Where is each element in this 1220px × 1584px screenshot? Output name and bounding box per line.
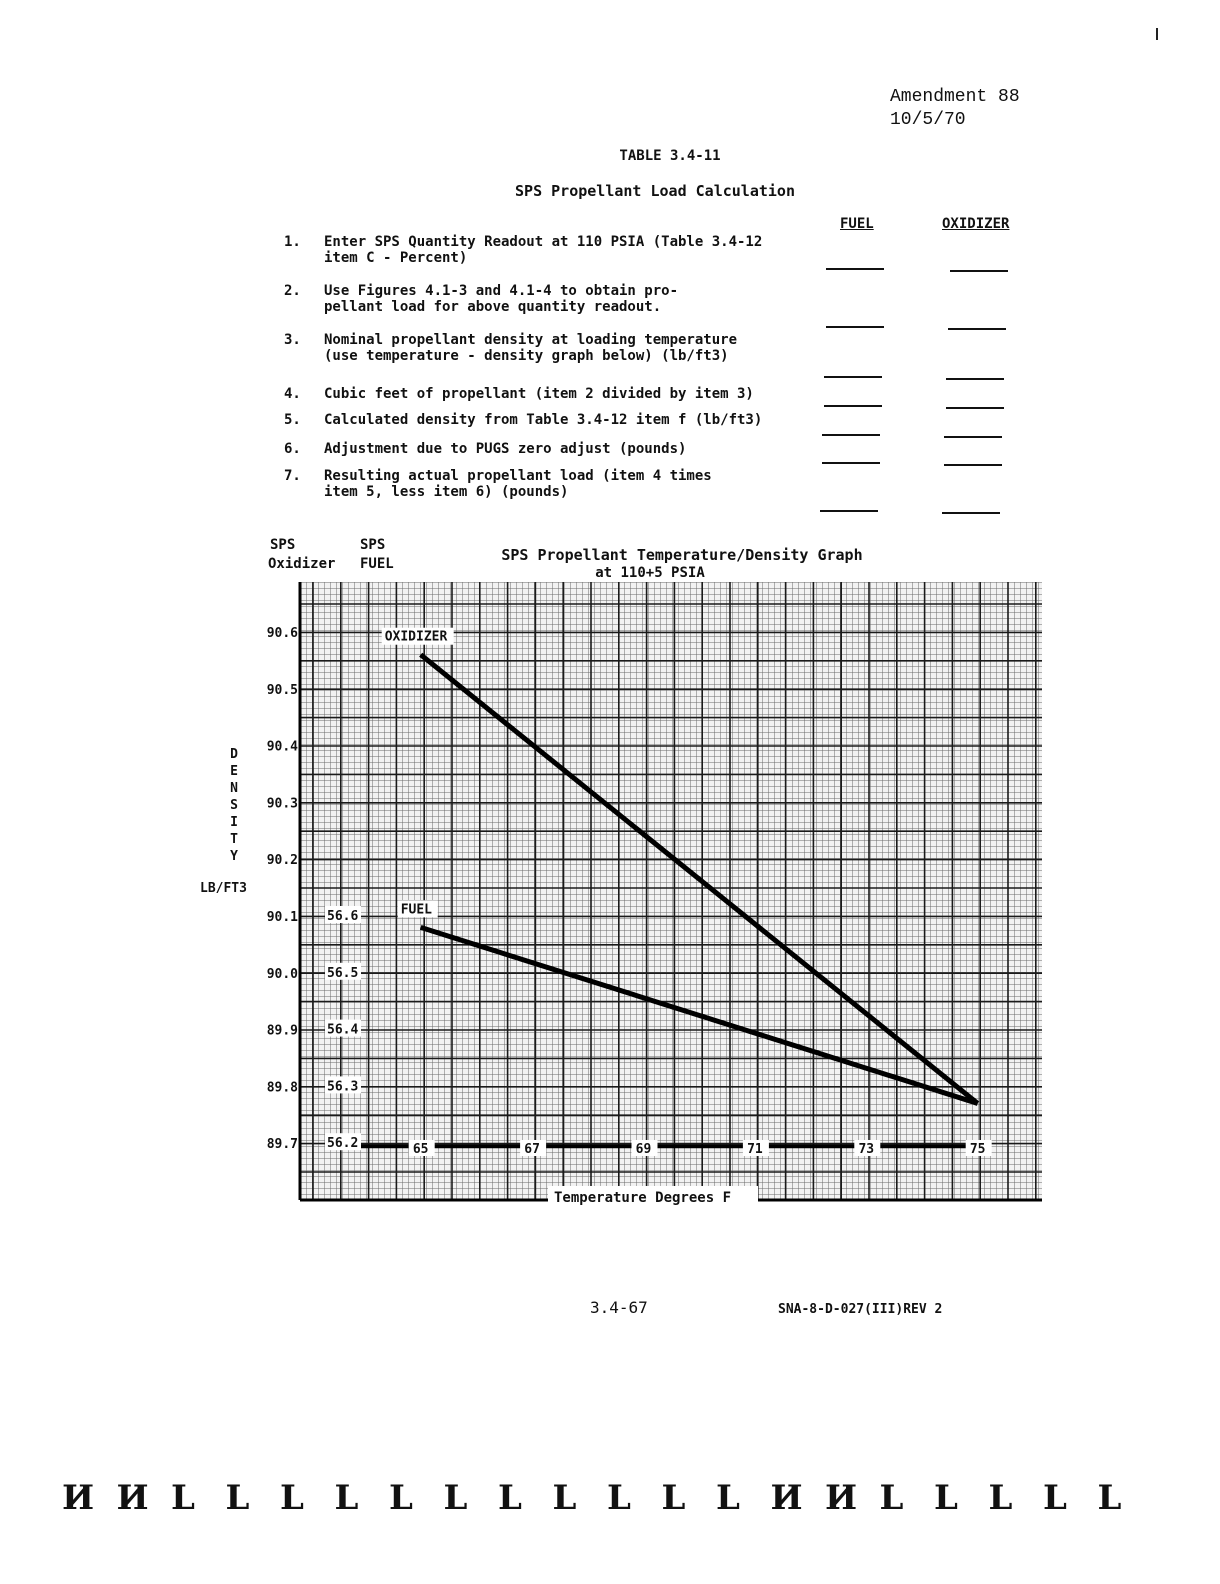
scan-mark: L <box>552 1478 577 1518</box>
fuel-tick-label: 56.6 <box>327 909 359 924</box>
item-number: 1. <box>284 234 301 250</box>
item-text: Resulting actual propellant load (item 4 times item 5, less item 6) (pounds) <box>324 468 712 500</box>
y-axis-label-letter: T <box>230 832 238 847</box>
scan-mark: L <box>443 1478 468 1518</box>
scan-mark: L <box>934 1478 958 1518</box>
item-number: 5. <box>284 412 301 428</box>
fuel-tick-label: 56.3 <box>327 1079 359 1095</box>
amendment-label: Amendment 88 <box>890 87 1020 107</box>
oxidizer-axis-title-line: Oxidizer <box>268 556 336 572</box>
x-tick-label: 67 <box>524 1142 540 1157</box>
oxidizer-tick-label: 90.5 <box>266 682 298 698</box>
series-label: FUEL <box>400 902 433 918</box>
y-axis-label-letter: E <box>230 764 238 779</box>
scan-mark: И <box>770 1478 803 1518</box>
oxidizer-axis-title-line: SPS <box>270 537 296 553</box>
y-axis-label-letter: S <box>230 798 238 813</box>
item-text: Enter SPS Quantity Readout at 110 PSIA (Table 3.4-12 item C - Percent) <box>324 234 763 266</box>
scan-mark: L <box>1097 1478 1122 1518</box>
oxidizer-tick-label: 90.0 <box>266 966 298 982</box>
fuel-axis-title-line: FUEL <box>360 556 394 572</box>
item-number: 7. <box>284 468 301 484</box>
scan-mark: L <box>879 1478 904 1518</box>
item-text: Cubic feet of propellant (item 2 divided by item 3) <box>324 386 754 402</box>
fuel-axis-title-line: SPS <box>360 537 386 553</box>
scan-mark: L <box>498 1478 522 1518</box>
scan-mark: L <box>661 1478 686 1518</box>
y-axis-label-letter: Y <box>230 849 238 864</box>
x-tick-label: 65 <box>412 1142 429 1157</box>
oxidizer-tick-label: 89.8 <box>266 1080 298 1096</box>
item-number: 2. <box>284 283 301 299</box>
scan-mark: И <box>62 1478 95 1518</box>
fuel-tick-label: 56.2 <box>327 1136 359 1152</box>
scan-mark: И <box>825 1478 858 1518</box>
oxidizer-tick-label: 89.9 <box>266 1023 298 1039</box>
oxidizer-tick-labels <box>267 626 298 1152</box>
scan-mark: L <box>607 1478 631 1518</box>
fuel-column-header: FUEL <box>840 216 874 232</box>
oxidizer-tick-label: 90.2 <box>266 853 298 869</box>
document-id: SNA-8-D-027(III)REV 2 <box>778 1302 943 1317</box>
fuel-tick-label: 56.5 <box>327 965 359 981</box>
item-text: Calculated density from Table 3.4-12 item f (lb/ft3) <box>324 412 763 428</box>
scan-mark: L <box>334 1478 359 1518</box>
scan-mark: L <box>716 1478 740 1518</box>
y-axis-units: LB/FT3 <box>200 881 247 896</box>
scan-mark: L <box>988 1478 1013 1518</box>
item-text: Use Figures 4.1-3 and 4.1-4 to obtain pro- pellant load for above quantity readout. <box>324 283 679 315</box>
scan-mark: L <box>389 1478 413 1518</box>
oxidizer-tick-label: 90.3 <box>266 796 298 812</box>
plot-area <box>300 582 1042 1200</box>
chart-subtitle: at 110+5 PSIA <box>595 565 705 581</box>
oxidizer-tick-label: 90.1 <box>266 910 298 925</box>
item-number: 3. <box>284 332 301 348</box>
y-axis-label-letter: D <box>230 747 238 762</box>
chart-title: SPS Propellant Temperature/Density Graph <box>501 546 863 564</box>
table-subtitle: SPS Propellant Load Calculation <box>515 182 795 200</box>
amendment-date: 10/5/70 <box>890 110 966 130</box>
x-tick-label: 71 <box>747 1142 763 1157</box>
scan-mark: L <box>171 1478 195 1518</box>
scan-mark: L <box>225 1478 250 1518</box>
series-label: OXIDIZER <box>384 629 448 645</box>
oxidizer-column-header: OXIDIZER <box>942 216 1010 232</box>
scan-mark: И <box>116 1478 149 1518</box>
item-text: Adjustment due to PUGS zero adjust (pounds) <box>324 441 687 457</box>
table-title: TABLE 3.4-11 <box>619 148 721 164</box>
y-axis-label-letter: N <box>230 781 238 796</box>
scan-mark: L <box>280 1478 304 1518</box>
fuel-tick-label: 56.4 <box>327 1022 359 1038</box>
oxidizer-tick-label: 90.4 <box>266 739 298 755</box>
scan-mark: L <box>1043 1478 1067 1518</box>
item-number: 4. <box>284 386 301 402</box>
x-axis-label: Temperature Degrees F <box>554 1190 732 1206</box>
y-axis-label <box>230 747 238 864</box>
item-number: 6. <box>284 441 301 457</box>
page-number: 3.4-67 <box>590 1298 648 1317</box>
item-text: Nominal propellant density at loading temperature (use temperature - density graph below) (lb/ft3) <box>324 332 738 364</box>
x-tick-label: 69 <box>635 1142 652 1157</box>
x-tick-label: 75 <box>969 1142 986 1157</box>
oxidizer-tick-label: 90.6 <box>266 626 298 641</box>
oxidizer-tick-label: 89.7 <box>266 1137 298 1153</box>
x-tick-label: 73 <box>858 1142 875 1157</box>
y-axis-label-letter: I <box>230 815 238 830</box>
